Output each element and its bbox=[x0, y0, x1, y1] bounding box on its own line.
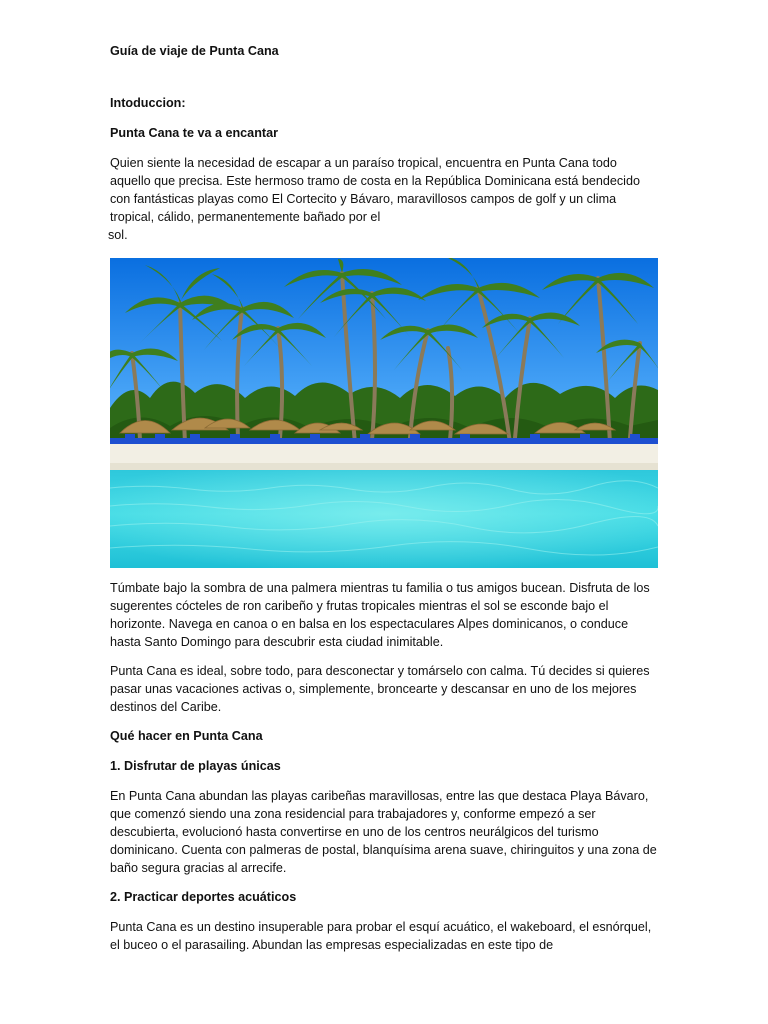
intro-heading: Punta Cana te va a encantar bbox=[110, 126, 278, 140]
paragraph-3: Punta Cana es ideal, sobre todo, para desconectar y tomárselo con calma. Tú decides si quieres pasar unas vacaciones activas o, simplemente, broncearte y descansar en uno de los mejores destinos del Caribe. bbox=[110, 664, 650, 714]
item-1-heading: 1. Disfrutar de playas únicas bbox=[110, 759, 281, 773]
document-title: Guía de viaje de Punta Cana bbox=[110, 44, 279, 58]
intro-paragraph-tail: sol. bbox=[108, 228, 128, 242]
intro-paragraph bbox=[110, 154, 660, 244]
document-page bbox=[110, 42, 660, 965]
intro-label: Intoduccion: bbox=[110, 96, 186, 110]
beach-photo bbox=[110, 258, 658, 568]
item-2-heading: 2. Practicar deportes acuáticos bbox=[110, 890, 297, 904]
intro-paragraph-main: Quien siente la necesidad de escapar a un paraíso tropical, encuentra en Punta Cana todo aquello que precisa. Este hermoso tramo de costa en la República Dominicana está bendecido con fantásticas playas como El Cortecito y Bávaro, maravillosos campos de golf y un clima tropical, cálido, permanentemente bañado por el bbox=[110, 156, 640, 224]
item-2-paragraph: Punta Cana es un destino insuperable para probar el esquí acuático, el wakeboard, el esnórquel, el buceo o el parasailing. Abundan las empresas especializadas en este tipo de bbox=[110, 920, 652, 952]
section-heading: Qué hacer en Punta Cana bbox=[110, 729, 263, 743]
paragraph-2: Túmbate bajo la sombra de una palmera mientras tu familia o tus amigos bucean. Disfruta de los sugerentes cócteles de ron caribeño y frutas tropicales mientras el sol se esconde bajo el horizonte. Navega en canoa o en balsa en los espectaculares Alpes dominicanos, o conduce hasta Santo Domingo para descubrir esta ciudad inimitable. bbox=[110, 581, 650, 649]
item-1-paragraph: En Punta Cana abundan las playas caribeñas maravillosas, entre las que destaca Playa Bávaro, que comenzó siendo una zona residencial para trabajadores y, conforme empezó a ser descubierta, evolucionó hasta convertirse en uno de los centros neurálgicos del turismo dominicano. Cuenta con palmeras de postal, blanquísima arena suave, chiringuitos y una zona de baño segura gracias al arrecife. bbox=[110, 789, 657, 875]
